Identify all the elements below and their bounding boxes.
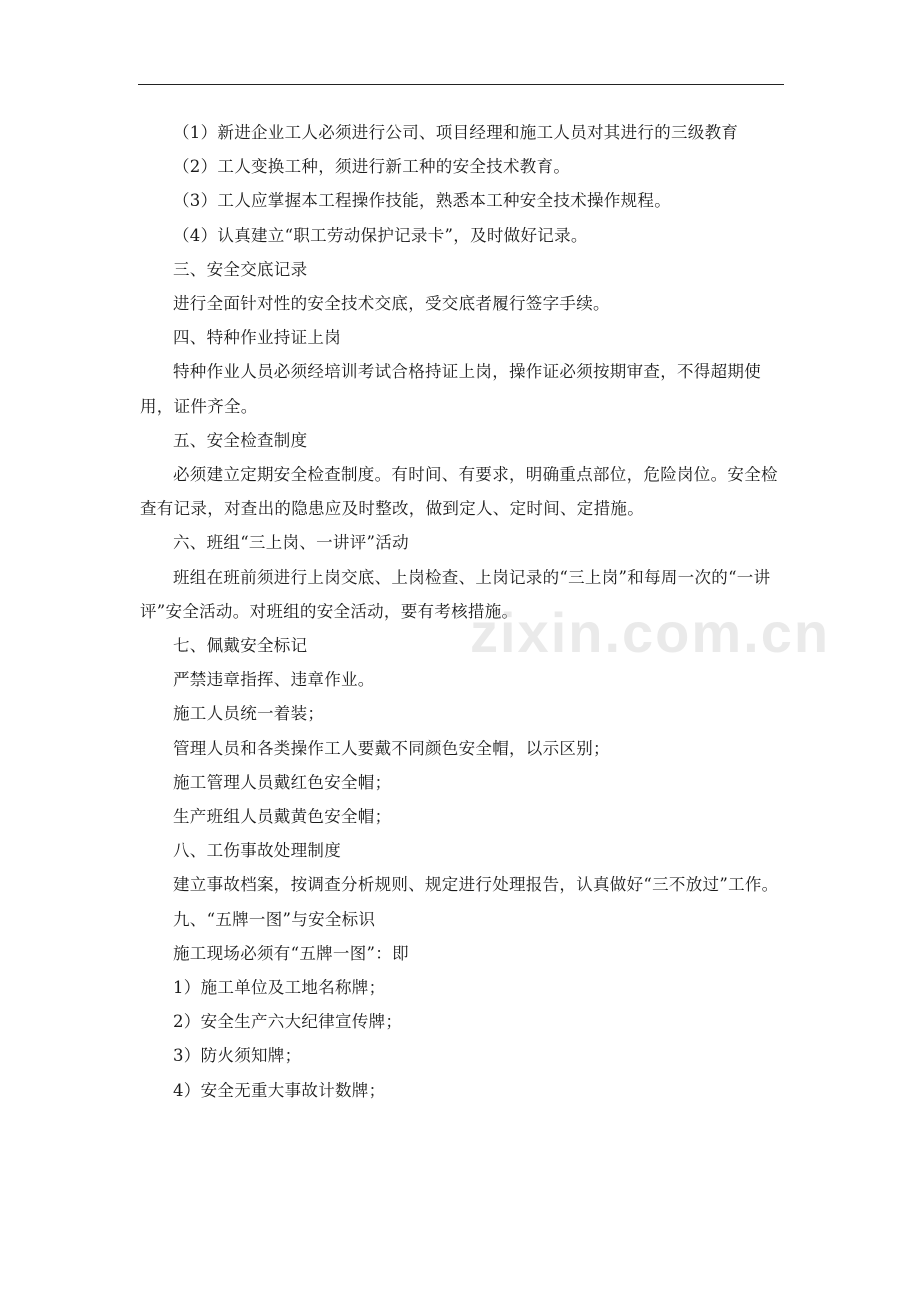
paragraph: 必须建立定期安全检查制度。有时间、有要求，明确重点部位，危险岗位。安全检查有记录，对查出的隐患应及时整改，做到定人、定时间、定措施。 — [140, 465, 778, 519]
paragraph: 管理人员和各类操作工人要戴不同颜色安全帽，以示区别； — [173, 738, 610, 758]
document-body — [140, 116, 782, 1108]
paragraph: （1）新进企业工人必须进行公司、项目经理和施工人员对其进行的三级教育 — [173, 123, 739, 142]
section-heading: 六、班组“三上岗、一讲评”活动 — [173, 533, 409, 553]
paragraph: 严禁违章指挥、违章作业。 — [173, 670, 375, 690]
paragraph: 班组在班前须进行上岗交底、上岗检查、上岗记录的“三上岗”和每周一次的“一讲评”安全活动。对班组的安全活动，要有考核措施。 — [140, 567, 771, 621]
watermark: zixin.com.cn — [470, 601, 831, 664]
section-heading: 三、安全交底记录 — [173, 259, 308, 279]
paragraph: 施工人员统一着装； — [173, 704, 325, 724]
section-heading: 八、工伤事故处理制度 — [173, 841, 341, 861]
header-rule — [138, 84, 784, 85]
paragraph: 建立事故档案，按调查分析规则、规定进行处理报告，认真做好“三不放过”工作。 — [173, 875, 779, 895]
paragraph: （3）工人应掌握本工程操作技能，熟悉本工种安全技术操作规程。 — [173, 191, 671, 211]
list-item: 2）安全生产六大纪律宣传牌； — [173, 1012, 403, 1032]
list-item: 1）施工单位及工地名称牌； — [173, 978, 386, 998]
paragraph: （2）工人变换工种，须进行新工种的安全技术教育。 — [173, 157, 571, 177]
list-item: 3）防火须知牌； — [173, 1046, 302, 1066]
paragraph: 生产班组人员戴黄色安全帽； — [173, 807, 392, 827]
section-heading: 五、安全检查制度 — [173, 430, 308, 450]
list-item: 4）安全无重大事故计数牌； — [173, 1080, 386, 1100]
paragraph: 进行全面针对性的安全技术交底，受交底者履行签字手续。 — [173, 294, 610, 314]
paragraph: 特种作业人员必须经培训考试合格持证上岗，操作证必须按期审查，不得超期使用，证件齐全。 — [140, 362, 761, 416]
paragraph: 施工管理人员戴红色安全帽； — [173, 772, 392, 792]
section-heading: 九、“五牌一图”与安全标识 — [173, 909, 376, 929]
paragraph: 施工现场必须有“五牌一图”：即 — [173, 943, 409, 963]
paragraph: （4）认真建立“职工劳动保护记录卡”，及时做好记录。 — [173, 225, 588, 245]
section-heading: 四、特种作业持证上岗 — [173, 328, 341, 348]
section-heading: 七、佩戴安全标记 — [173, 636, 308, 656]
